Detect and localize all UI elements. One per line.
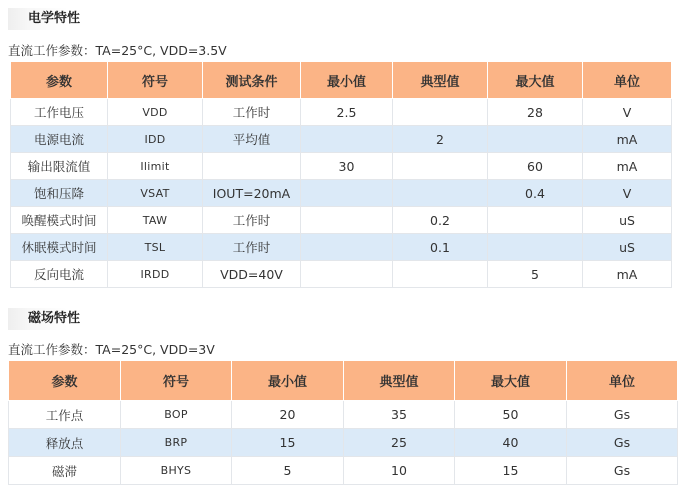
cell-typ [393, 99, 488, 126]
cell-typ: 10 [344, 457, 455, 485]
table-row [11, 261, 672, 288]
table-header-row [9, 361, 678, 401]
header-parameter: 参数 [9, 361, 121, 401]
cell-min: 20 [232, 401, 344, 429]
table-row [9, 401, 678, 429]
cell-min [301, 261, 393, 288]
cell-max: 15 [455, 457, 567, 485]
cell-unit: Gs [567, 457, 678, 485]
table-row [11, 207, 672, 234]
cell-symbol: VSAT [108, 180, 203, 207]
electrical-characteristics-table [10, 61, 672, 288]
cell-max: 60 [488, 153, 583, 180]
cell-parameter: 磁滞 [9, 457, 121, 485]
cell-unit: V [583, 99, 672, 126]
header-symbol: 符号 [121, 361, 232, 401]
cell-typ: 2 [393, 126, 488, 153]
cell-min: 5 [232, 457, 344, 485]
cell-test-condition: VDD=40V [203, 261, 301, 288]
cell-parameter: 饱和压降 [11, 180, 108, 207]
cell-unit: mA [583, 261, 672, 288]
cell-min [301, 207, 393, 234]
cell-symbol: BOP [121, 401, 232, 429]
cell-min: 30 [301, 153, 393, 180]
header-unit: 单位 [567, 361, 678, 401]
cell-test-condition: 工作时 [203, 207, 301, 234]
header-unit: 单位 [583, 62, 672, 99]
cell-parameter: 工作电压 [11, 99, 108, 126]
cell-test-condition [203, 153, 301, 180]
header-max: 最大值 [488, 62, 583, 99]
table-row [11, 126, 672, 153]
cell-max: 0.4 [488, 180, 583, 207]
cell-symbol: TAW [108, 207, 203, 234]
cell-unit: uS [583, 234, 672, 261]
table-row [11, 99, 672, 126]
cell-test-condition: 工作时 [203, 99, 301, 126]
cell-min [301, 234, 393, 261]
cell-max: 50 [455, 401, 567, 429]
header-typ: 典型值 [393, 62, 488, 99]
cell-unit: mA [583, 153, 672, 180]
cell-test-condition: IOUT=20mA [203, 180, 301, 207]
cell-symbol: IRDD [108, 261, 203, 288]
cell-max [488, 207, 583, 234]
cell-test-condition: 工作时 [203, 234, 301, 261]
cell-parameter: 唤醒模式时间 [11, 207, 108, 234]
header-max: 最大值 [455, 361, 567, 401]
cell-typ [393, 153, 488, 180]
cell-min: 2.5 [301, 99, 393, 126]
header-typ: 典型值 [344, 361, 455, 401]
cell-typ: 0.2 [393, 207, 488, 234]
cell-symbol: BRP [121, 429, 232, 457]
cell-parameter: 电源电流 [11, 126, 108, 153]
electrical-conditions: 直流工作参数：TA=25°C, VDD=3.5V [8, 43, 227, 58]
cell-symbol: Ilimit [108, 153, 203, 180]
cell-typ [393, 261, 488, 288]
cell-max: 28 [488, 99, 583, 126]
cell-unit: uS [583, 207, 672, 234]
cell-typ: 25 [344, 429, 455, 457]
cell-min [301, 180, 393, 207]
table-row [11, 153, 672, 180]
cell-max: 40 [455, 429, 567, 457]
cell-typ: 0.1 [393, 234, 488, 261]
header-min: 最小值 [301, 62, 393, 99]
header-symbol: 符号 [108, 62, 203, 99]
cell-symbol: IDD [108, 126, 203, 153]
magnetic-section-title: 磁场特性 [8, 308, 80, 330]
cell-parameter: 工作点 [9, 401, 121, 429]
cell-min [301, 126, 393, 153]
cell-test-condition: 平均值 [203, 126, 301, 153]
table-row [9, 429, 678, 457]
table-header-row [11, 62, 672, 99]
cell-parameter: 反向电流 [11, 261, 108, 288]
table-row [9, 457, 678, 485]
magnetic-characteristics-table [8, 360, 678, 485]
cell-unit: V [583, 180, 672, 207]
cell-max: 5 [488, 261, 583, 288]
magnetic-conditions: 直流工作参数：TA=25°C, VDD=3V [8, 342, 215, 357]
cell-typ: 35 [344, 401, 455, 429]
cell-min: 15 [232, 429, 344, 457]
cell-symbol: BHYS [121, 457, 232, 485]
cell-max [488, 234, 583, 261]
header-min: 最小值 [232, 361, 344, 401]
table-row [11, 180, 672, 207]
header-test-condition: 测试条件 [203, 62, 301, 99]
cell-unit: Gs [567, 429, 678, 457]
cell-parameter: 释放点 [9, 429, 121, 457]
cell-parameter: 休眠模式时间 [11, 234, 108, 261]
cell-unit: Gs [567, 401, 678, 429]
cell-symbol: TSL [108, 234, 203, 261]
header-parameter: 参数 [11, 62, 108, 99]
table-row [11, 234, 672, 261]
cell-symbol: VDD [108, 99, 203, 126]
electrical-section-title: 电学特性 [8, 8, 80, 30]
cell-parameter: 输出限流值 [11, 153, 108, 180]
cell-max [488, 126, 583, 153]
cell-unit: mA [583, 126, 672, 153]
cell-typ [393, 180, 488, 207]
